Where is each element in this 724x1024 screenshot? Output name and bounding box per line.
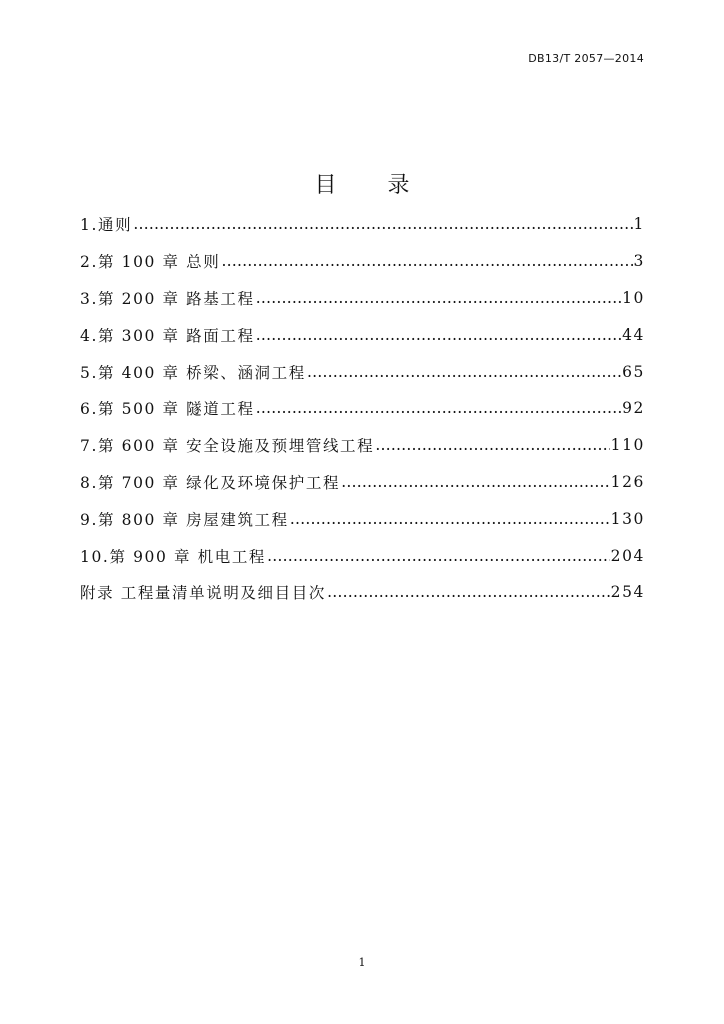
toc-entry-label: 7.第 600 章 安全设施及预埋管线工程 xyxy=(80,437,375,456)
toc-entry-page: 92 xyxy=(622,399,645,418)
toc-entry-chapter-600[interactable] xyxy=(80,427,645,464)
toc-entry-chapter-300[interactable] xyxy=(80,316,645,353)
toc-entry-label: 6.第 500 章 隧道工程 xyxy=(80,400,255,419)
toc-entry-page: 110 xyxy=(610,436,645,455)
dot-leader xyxy=(307,363,621,381)
toc-entry-chapter-100[interactable] xyxy=(80,243,645,280)
toc-entry-chapter-500[interactable] xyxy=(80,390,645,427)
standard-code: DB13/T 2057—2014 xyxy=(528,52,644,65)
table-of-contents xyxy=(80,206,645,611)
toc-entry-label: 10.第 900 章 机电工程 xyxy=(80,547,267,566)
toc-entry-chapter-900[interactable] xyxy=(80,537,645,574)
toc-entry-label: 1.通则 xyxy=(80,216,133,235)
dot-leader xyxy=(256,326,622,344)
toc-entry-chapter-200[interactable] xyxy=(80,280,645,317)
dot-leader xyxy=(256,399,622,417)
dot-leader xyxy=(375,436,609,454)
toc-entry-label: 4.第 300 章 路面工程 xyxy=(80,326,255,345)
page-number: 1 xyxy=(358,956,366,969)
dot-leader xyxy=(290,510,610,528)
toc-entry-page: 44 xyxy=(622,325,645,344)
toc-entry-page: 10 xyxy=(622,288,645,307)
toc-entry-page: 1 xyxy=(633,215,645,234)
toc-entry-chapter-400[interactable] xyxy=(80,353,645,390)
toc-title: 目 录 xyxy=(314,173,432,198)
toc-entry-page: 126 xyxy=(610,472,645,491)
dot-leader xyxy=(221,252,632,270)
toc-entry-appendix[interactable] xyxy=(80,574,645,611)
dot-leader xyxy=(327,583,610,601)
toc-entry-label: 8.第 700 章 绿化及环境保护工程 xyxy=(80,473,341,492)
toc-entry-page: 254 xyxy=(610,583,645,602)
toc-entry-page: 204 xyxy=(610,546,645,565)
toc-entry-label: 附录 工程量清单说明及细目目次 xyxy=(80,584,326,603)
toc-entry-page: 65 xyxy=(622,362,645,381)
dot-leader xyxy=(341,473,610,491)
toc-entry-label: 5.第 400 章 桥梁、涵洞工程 xyxy=(80,363,306,382)
toc-entry-label: 3.第 200 章 路基工程 xyxy=(80,289,255,308)
toc-entry-general-rules[interactable] xyxy=(80,206,645,243)
dot-leader xyxy=(133,215,632,233)
toc-entry-page: 3 xyxy=(633,252,645,271)
dot-leader xyxy=(267,547,610,565)
toc-entry-label: 2.第 100 章 总则 xyxy=(80,253,221,272)
toc-entry-chapter-700[interactable] xyxy=(80,464,645,501)
toc-entry-chapter-800[interactable] xyxy=(80,500,645,537)
toc-entry-label: 9.第 800 章 房屋建筑工程 xyxy=(80,510,289,529)
toc-entry-page: 130 xyxy=(610,509,645,528)
dot-leader xyxy=(256,289,622,307)
